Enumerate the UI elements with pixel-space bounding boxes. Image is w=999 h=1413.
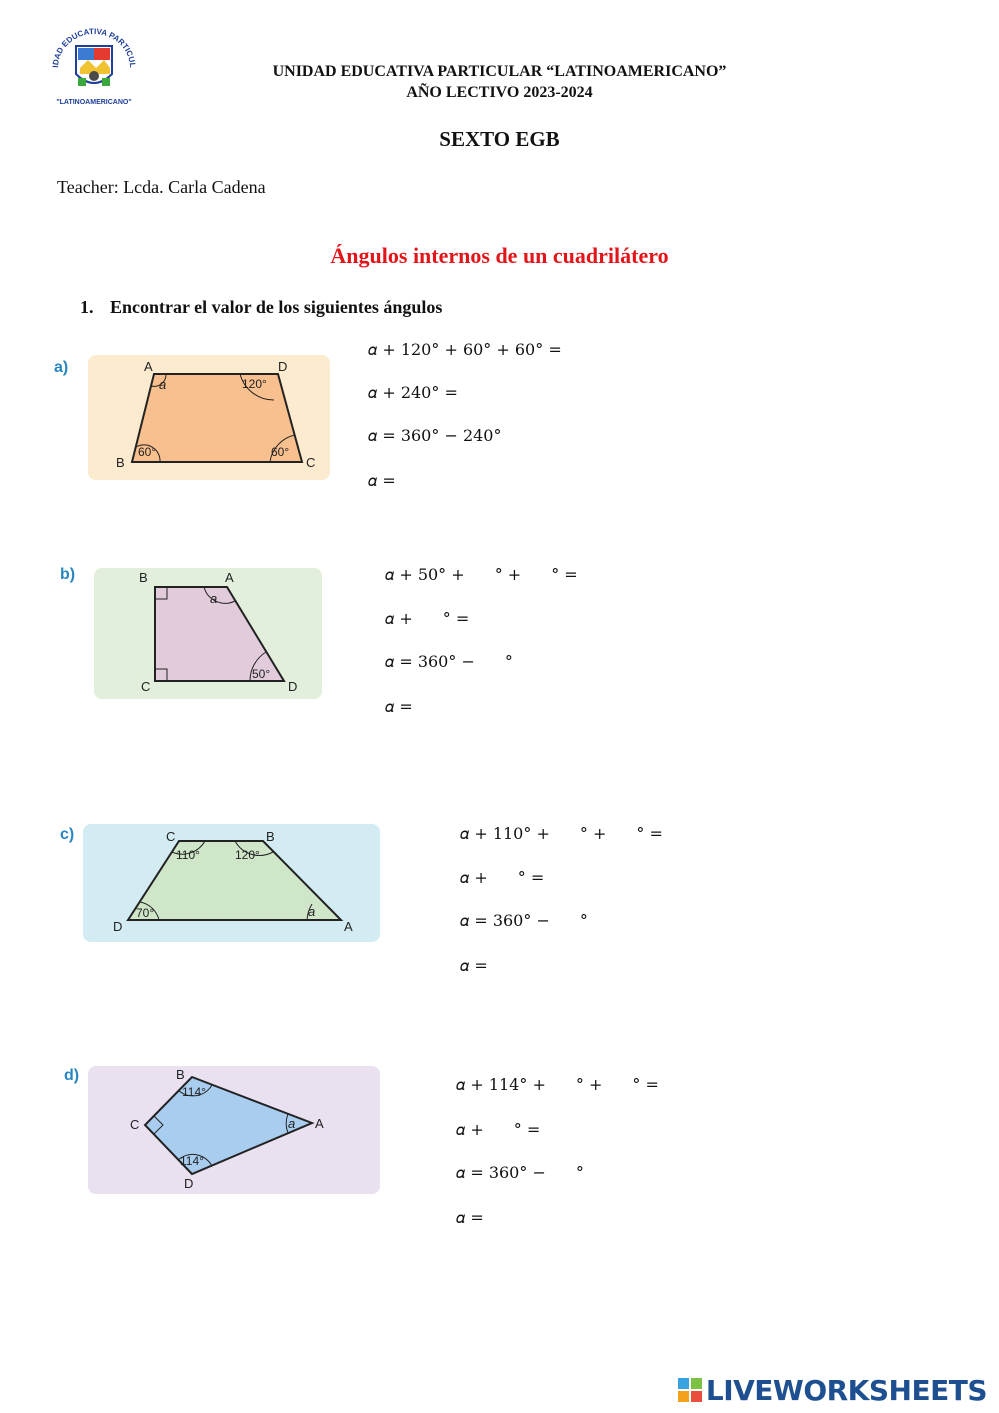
figure-d xyxy=(88,1066,380,1194)
vertex-label: D xyxy=(113,919,123,934)
equation-line: 𝛼 + 120° + 60° + 60° = xyxy=(368,340,562,359)
brand-name: LIVEWORKSHEETS xyxy=(705,1374,987,1407)
equation-line: 𝛼 + ° = xyxy=(456,1120,541,1139)
teacher-name: Teacher: Lcda. Carla Cadena xyxy=(57,177,266,197)
vertex-label: A xyxy=(315,1116,324,1131)
equation-line: 𝛼 + 50° + ° + ° = xyxy=(385,565,578,584)
equation-line: 𝛼 = xyxy=(456,1208,484,1227)
vertex-label: B xyxy=(176,1067,185,1082)
page-title: SEXTO EGB xyxy=(439,127,560,151)
angle-label: 110° xyxy=(176,848,200,862)
school-year: AÑO LECTIVO 2023-2024 xyxy=(406,84,593,101)
angle-label: 50° xyxy=(252,667,271,681)
figure-b xyxy=(94,568,322,699)
vertex-label: D xyxy=(184,1176,194,1191)
school-name: UNIDAD EDUCATIVA PARTICULAR “LATINOAMERICANO” xyxy=(272,63,727,80)
equation-line: 𝛼 + ° = xyxy=(460,868,545,887)
angle-label: 120° xyxy=(235,848,260,862)
equation-line: 𝛼 = xyxy=(385,697,413,716)
angle-label: a xyxy=(288,1116,296,1131)
angle-label: 60° xyxy=(271,445,290,459)
figure-a xyxy=(88,355,330,480)
exercise-c-label: c) xyxy=(60,826,75,843)
vertex-label: C xyxy=(141,679,151,694)
vertex-label: B xyxy=(266,829,275,844)
exercise-d-label: d) xyxy=(64,1067,80,1084)
vertex-label: B xyxy=(139,570,148,585)
equation-line: 𝛼 + 110° + ° + ° = xyxy=(460,824,663,843)
angle-label: a xyxy=(210,591,218,606)
logo-arc-text: IDAD EDUCATIVA PARTICUL xyxy=(50,26,138,68)
vertex-label: C xyxy=(130,1117,140,1132)
logo-bottom-text: "LATINOAMERICANO" xyxy=(56,99,132,106)
question-text: Encontrar el valor de los siguientes ángulos xyxy=(110,297,443,317)
liveworksheets-icon xyxy=(678,1376,702,1409)
equation-line: 𝛼 + 240° = xyxy=(368,383,458,402)
equation-line: 𝛼 + 114° + ° + ° = xyxy=(456,1075,659,1094)
question-1 xyxy=(80,297,442,318)
vertex-label: A xyxy=(225,570,234,585)
equation-line: 𝛼 = xyxy=(460,956,488,975)
equation-line: 𝛼 = 360° − ° xyxy=(456,1163,584,1182)
angle-label: a xyxy=(159,377,167,392)
vertex-label: D xyxy=(278,359,288,374)
question-number: 1. xyxy=(80,297,94,317)
equation-line: 𝛼 = 360° − ° xyxy=(460,911,588,930)
topic-heading: Ángulos internos de un cuadrilátero xyxy=(330,243,669,268)
vertex-label: A xyxy=(144,359,153,374)
angle-label: 60° xyxy=(138,445,157,459)
exercise-b-label: b) xyxy=(60,566,76,583)
vertex-label: C xyxy=(166,829,176,844)
exercise-a-label: a) xyxy=(54,359,69,376)
liveworksheets-logo xyxy=(678,1374,987,1409)
vertex-label: B xyxy=(116,455,125,470)
angle-label: 70° xyxy=(136,906,155,920)
vertex-label: D xyxy=(288,679,298,694)
vertex-label: C xyxy=(306,455,316,470)
equation-line: 𝛼 = 360° − ° xyxy=(385,652,513,671)
angle-label: 114° xyxy=(180,1154,204,1168)
equation-line: 𝛼 + ° = xyxy=(385,609,470,628)
angle-label: 114° xyxy=(182,1085,206,1099)
vertex-label: A xyxy=(344,919,353,934)
figure-c xyxy=(83,824,380,942)
equation-line: 𝛼 = xyxy=(368,471,396,490)
equation-line: 𝛼 = 360° − 240° xyxy=(368,426,502,445)
angle-label: a xyxy=(308,904,316,919)
angle-label: 120° xyxy=(242,377,267,391)
